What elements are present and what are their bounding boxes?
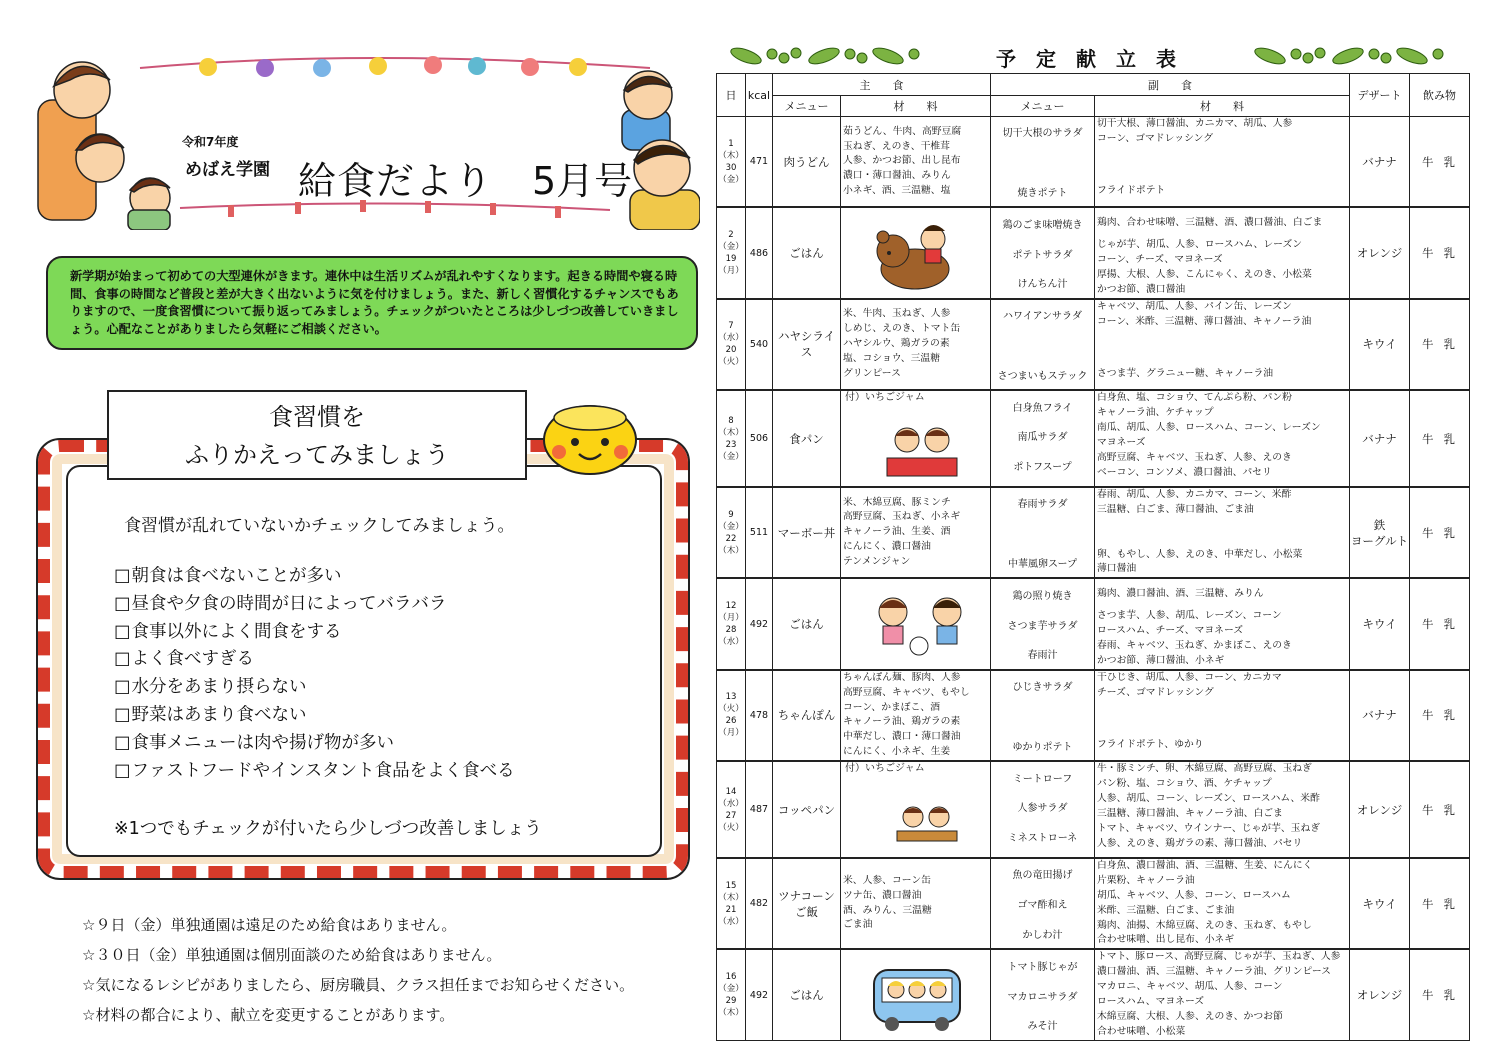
menu-kcal: 482 [746,858,773,949]
side-menu-materials [1095,578,1350,669]
side-menu-name: 鶏のごま味噌焼き [1002,219,1083,231]
side-menu-material: 鶏肉、油揚、木綿豆腐、えのき、玉ねぎ、もやし 合わせ味噌、出し昆布、小ネギ [1097,919,1312,946]
menu-dessert: オレンジ [1350,761,1410,858]
menu-kcal: 511 [746,487,773,578]
newsletter-header [30,40,700,230]
main-material-text: 付）いちごジャム [845,392,925,404]
side-menu-names [991,949,1095,1040]
menu-dessert: キウイ [1350,858,1410,949]
menu-row [717,670,1470,761]
menu-row [717,858,1470,949]
checklist-item[interactable]: □ 水分をあまり摂らない [114,674,515,702]
side-menu-material [1095,701,1349,731]
menu-dessert: キウイ [1350,578,1410,669]
side-menu-material: 高野豆腐、キャベツ、玉ねぎ、人参、えのき ベーコン、コンソメ、濃口醤油、パセリ [1097,451,1292,478]
main-material [841,207,991,298]
checklist-item[interactable]: □ 朝食は食べないことが多い [114,563,515,591]
main-material [841,578,991,669]
footnotes [82,910,634,1030]
menu-kcal: 506 [746,390,773,487]
checklist-item[interactable]: □ ファストフードやインスタント食品をよく食べる [114,758,515,786]
menu-row [717,299,1470,390]
checklist-item[interactable]: □ よく食べすぎる [114,646,515,674]
side-menu-name: 白身魚フライ [1012,402,1073,414]
side-menu-materials [1095,390,1350,487]
side-menu-name: けんちん汁 [1017,279,1068,291]
menu-dessert: バナナ [1350,390,1410,487]
col-dessert: デザート [1350,74,1410,117]
checklist-item[interactable]: □ 食事メニューは肉や揚げ物が多い [114,730,515,758]
side-menu-name: 春雨サラダ [1017,499,1068,511]
side-menu-material: 人参、胡瓜、コーン、レーズン、ロースハム、米酢 三温糖、薄口醤油、キャノーラ油、白ごま [1097,793,1320,819]
peas-decoration-left [728,44,928,68]
col-main: 主 食 [773,74,991,96]
side-menu-materials [1095,761,1350,858]
col-main-menu: メニュー [773,96,841,117]
footnote: ☆ 材料の都合により、献立を変更することがあります。 [82,1000,634,1030]
menu-dessert: キウイ [1350,299,1410,390]
side-menu-materials [1095,949,1350,1040]
bear-illustration [843,213,990,293]
side-menu-name: みそ汁 [1027,1021,1058,1033]
footnote: ☆ ９日（金）単独通園は遠足のため給食はありません。 [82,910,634,940]
side-menu-materials [1095,207,1350,298]
smiley-icon [535,398,645,478]
side-menu-name: トマト豚じゃが [1007,961,1078,973]
menu-row [717,207,1470,298]
habits-checklist [114,563,515,785]
side-menu-material: 白身魚、濃口醤油、酒、三温糖、生姜、にんにく 片栗粉、キャノーラ油 [1097,860,1313,886]
intro-message: 新学期が始まって初めての大型連休がきます。連休中は生活リズムが乱れやすくなります。起きる時間や寝る時間、食事の時間など普段と差が大きく出ないように気を付けましょう。また、新しく習慣化するチャンスでもありますので、一度食習慣について振り返ってみましょう。チェックがついたところは少しづつ改善していきましょう。心配なことがありましたら気軽にご相談ください。 [46,256,698,350]
side-menu-name: ミネストローネ [1007,833,1078,845]
menu-dessert: オレンジ [1350,207,1410,298]
main-menu-name: ツナコーン ご飯 [773,858,841,949]
menu-day: 7 （水） 20 （火） [717,299,746,390]
menu-drink: 牛乳 [1410,117,1470,208]
main-menu-name: ごはん [773,578,841,669]
menu-day: 13 （火） 26 （月） [717,670,746,761]
col-day: 日 [717,74,746,117]
side-menu-material: じゃが芋、胡瓜、人参、ロースハム、レーズン コーン、チーズ、マヨネーズ [1097,239,1303,266]
side-menu-material [1095,147,1349,177]
side-menu-material [1095,330,1349,360]
menu-drink: 牛乳 [1410,390,1470,487]
menu-kcal: 471 [746,117,773,208]
menu-day: 14 （水） 27 （火） [717,761,746,858]
side-menu-material: 春雨、胡瓜、人参、カニカマ、コーン、米酢 三温糖、白ごま、薄口醤油、ごま油 [1097,489,1292,515]
habits-lead: 食習慣が乱れていないかチェックしてみましょう。 [124,516,515,536]
side-menu-name: 鶏の照り焼き [1012,590,1073,602]
menu-body [717,117,1470,1041]
checklist-item[interactable]: □ 食事以外によく間食をする [114,619,515,647]
menu-day: 15 （木） 21 （水） [717,858,746,949]
col-drink: 飲み物 [1410,74,1470,117]
side-menu-name: ゆかりポテト [1012,741,1073,753]
side-menu-material: 木綿豆腐、大根、人参、えのき、かつお節 合わせ味噌、小松菜 [1097,1011,1283,1037]
menu-dessert: バナナ [1350,117,1410,208]
main-menu-name: ハヤシライス [773,299,841,390]
side-menu-name [991,330,1094,360]
main-menu-name: コッペパン [773,761,841,858]
main-menu-name: 肉うどん [773,117,841,208]
side-menu-name [991,147,1094,177]
issue-label: 5月号 [532,159,633,203]
footnote: ☆ 気になるレシピがありましたら、厨房職員、クラス担任までお知らせください。 [82,970,634,1000]
side-menu-name: 南瓜サラダ [1017,432,1068,444]
side-menu-name: マカロニサラダ [1007,991,1078,1003]
side-menu-names [991,117,1095,208]
col-main-material: 材 料 [841,96,991,117]
side-menu-material: フライドポテト、ゆかり [1097,738,1204,750]
side-menu-material: キャベツ、胡瓜、人参、パイン缶、レーズン コーン、米酢、三温糖、薄口醤油、キャノーラ油 [1097,300,1312,327]
peas-decoration-right [1252,44,1452,68]
side-menu-name: 春雨汁 [1027,650,1058,662]
side-menu-names [991,578,1095,669]
menu-kcal: 540 [746,299,773,390]
menu-dessert: 鉄 ヨーグルト [1350,487,1410,578]
main-material [841,949,991,1040]
side-menu-material: 厚揚、大根、人参、こんにゃく、えのき、小松菜 かつお節、濃口醤油 [1097,269,1312,295]
main-material: 米、木綿豆腐、豚ミンチ 高野豆腐、玉ねぎ、小ネギ キャノーラ油、生姜、酒 にんにく、濃口醤油 テンメンジャン [841,487,991,578]
menu-drink: 牛乳 [1410,299,1470,390]
menu-drink: 牛乳 [1410,670,1470,761]
side-menu-materials [1095,487,1350,578]
side-menu-material: 白身魚、塩、コショウ、てんぷら粉、パン粉 キャノーラ油、ケチャップ [1097,392,1292,419]
side-menu-material [1095,518,1349,548]
side-menu-name: ゴマ酢和え [1017,900,1068,912]
main-material [841,761,991,858]
soccer-illustration [843,584,990,664]
side-menu-name: 魚の竜田揚げ [1012,870,1073,882]
kids-eating-illustration [843,777,990,857]
main-material: ちゃんぽん麺、豚肉、人参 高野豆腐、キャベツ、もやし コーン、かまぼこ、酒 キャノーラ油、鶏ガラの素 中華だし、濃口・薄口醤油 にんにく、小ネギ、生姜 [841,670,991,761]
menu-day: 1 （木） 30 （金） [717,117,746,208]
school-name: めばえ学園 [185,160,270,180]
menu-row [717,487,1470,578]
side-menu-material: 牛・豚ミンチ、卵、木綿豆腐、高野豆腐、玉ねぎ パン粉、塩、コショウ、酒、ケチャップ [1097,763,1312,790]
main-material: 茹うどん、牛肉、高野豆腐 玉ねぎ、えのき、干椎茸 人参、かつお節、出し昆布 濃口・薄口醤油、みりん 小ネギ、酒、三温糖、塩 [841,117,991,208]
side-menu-names [991,761,1095,858]
page-title: 給食だより [298,159,494,203]
side-menu-material: 切干大根、薄口醤油、カニカマ、胡瓜、人参 コーン、ゴマドレッシング [1097,118,1293,144]
side-menu-material: 胡瓜、キャベツ、人参、コーン、ロースハム 米酢、三温糖、白ごま、ごま油 [1097,889,1291,916]
menu-row [717,390,1470,487]
side-menu-name: さつまいもステック [997,370,1088,382]
footnote: ☆ ３０日（金）単独通園は個別面談のため給食はありません。 [82,940,634,970]
side-menu-material: 鶏肉、濃口醤油、酒、三温糖、みりん [1097,587,1264,599]
menu-drink: 牛乳 [1410,858,1470,949]
side-menu-name [991,518,1094,548]
side-menu-material: 春雨、キャベツ、玉ねぎ、かまぼこ、えのき かつお節、薄口醤油、小ネギ [1097,640,1292,666]
main-menu-name: マーボー丼 [773,487,841,578]
side-menu-material: 卵、もやし、人参、えのき、中華だし、小松菜 薄口醤油 [1097,548,1303,575]
side-menu-name: 焼きポテト [1017,187,1068,199]
menu-row [717,949,1470,1040]
side-menu-name: ポテトサラダ [1012,249,1073,261]
menu-drink: 牛乳 [1410,578,1470,669]
side-menu-name: ミートローフ [1012,773,1073,785]
side-menu-material: フライドポテト [1097,185,1166,197]
side-menu-material: マカロニ、キャベツ、胡瓜、人参、コーン ロースハム、マヨネーズ [1097,981,1283,1008]
side-menu-material: さつま芋、グラニュー糖、キャノーラ油 [1097,367,1274,379]
side-menu-names [991,858,1095,949]
side-menu-materials [1095,117,1350,208]
side-menu-material: 鶏肉、合わせ味噌、三温糖、酒、濃口醤油、白ごま [1097,216,1323,228]
side-menu-names [991,487,1095,578]
checklist-item[interactable]: □ 昼食や夕食の時間が日によってバラバラ [114,591,515,619]
habits-heading-line1: 食習慣を [269,403,365,431]
menu-dessert: オレンジ [1350,949,1410,1040]
main-menu-name: ごはん [773,949,841,1040]
col-side: 副 食 [991,74,1350,96]
side-menu-names [991,670,1095,761]
menu-title: 予定献立表 [996,47,1196,71]
side-menu-material: さつま芋、人参、胡瓜、レーズン、コーン ロースハム、チーズ、マヨネーズ [1097,610,1282,637]
menu-drink: 牛乳 [1410,487,1470,578]
menu-drink: 牛乳 [1410,207,1470,298]
side-menu-names [991,299,1095,390]
menu-kcal: 492 [746,578,773,669]
main-menu-name: ちゃんぽん [773,670,841,761]
main-material-text: 付）いちごジャム [845,763,925,775]
main-material: 米、人参、コーン缶 ツナ缶、濃口醤油 酒、みりん、三温糖 ごま油 [841,858,991,949]
side-menu-names [991,390,1095,487]
main-menu-name: 食パン [773,390,841,487]
menu-day: 16 （金） 29 （木） [717,949,746,1040]
menu-day: 2 （金） 19 （月） [717,207,746,298]
main-menu-name: ごはん [773,207,841,298]
menu-table [716,73,1470,1041]
side-menu-name [991,701,1094,731]
menu-day: 8 （木） 23 （金） [717,390,746,487]
menu-drink: 牛乳 [1410,761,1470,858]
menu-kcal: 487 [746,761,773,858]
menu-kcal: 492 [746,949,773,1040]
kids-picnic-illustration [843,406,990,486]
side-menu-materials [1095,670,1350,761]
menu-row [717,761,1470,858]
bus-illustration [843,952,990,1038]
fiscal-year: 令和7年度 [182,135,239,149]
menu-day: 9 （金） 22 （木） [717,487,746,578]
side-menu-name: ポトフスープ [1013,462,1072,474]
side-menu-materials [1095,299,1350,390]
habits-scroll [30,380,700,890]
side-menu-name: かしわ汁 [1022,929,1063,941]
side-menu-material: 南瓜、胡瓜、人参、ロースハム、コーン、レーズン マヨネーズ [1097,422,1321,448]
main-material [841,390,991,487]
col-side-material: 材 料 [1095,96,1350,117]
side-menu-material: トマト、豚ロース、高野豆腐、じゃが芋、玉ねぎ、人参 濃口醤油、酒、三温糖、キャノーラ油、グリンピース [1097,951,1341,978]
side-menu-name: 人参サラダ [1017,803,1068,815]
menu-dessert: バナナ [1350,670,1410,761]
col-kcal: kcal [746,74,773,117]
side-menu-name: 中華風卵スープ [1008,558,1077,570]
checklist-item[interactable]: □ 野菜はあまり食べない [114,702,515,730]
menu-day: 12 （月） 28 （水） [717,578,746,669]
main-material: 米、牛肉、玉ねぎ、人参 しめじ、えのき、トマト缶 ハヤシルウ、鶏ガラの素 塩、コショウ、三温糖 グリンピース [841,299,991,390]
side-menu-name: 切干大根のサラダ [1002,128,1083,140]
side-menu-name: ハワイアンサラダ [1003,311,1082,323]
habits-heading [107,390,527,480]
habits-note: ※1つでもチェックが付いたら少しづつ改善しましょう [114,819,542,839]
menu-row [717,578,1470,669]
side-menu-name: さつま芋サラダ [1007,620,1078,632]
col-side-menu: メニュー [991,96,1095,117]
menu-row [717,117,1470,208]
menu-kcal: 486 [746,207,773,298]
side-menu-name: ひじきサラダ [1012,682,1073,694]
side-menu-names [991,207,1095,298]
side-menu-material: 干ひじき、胡瓜、人参、コーン、カニカマ チーズ、ゴマドレッシング [1097,671,1282,698]
habits-heading-line2: ふりかえってみましょう [185,441,449,469]
side-menu-material: トマト、キャベツ、ウインナー、じゃが芋、玉ねぎ 人参、えのき、鶏ガラの素、薄口醤油、パセリ [1097,822,1321,849]
menu-kcal: 478 [746,670,773,761]
side-menu-materials [1095,858,1350,949]
menu-drink: 牛乳 [1410,949,1470,1040]
